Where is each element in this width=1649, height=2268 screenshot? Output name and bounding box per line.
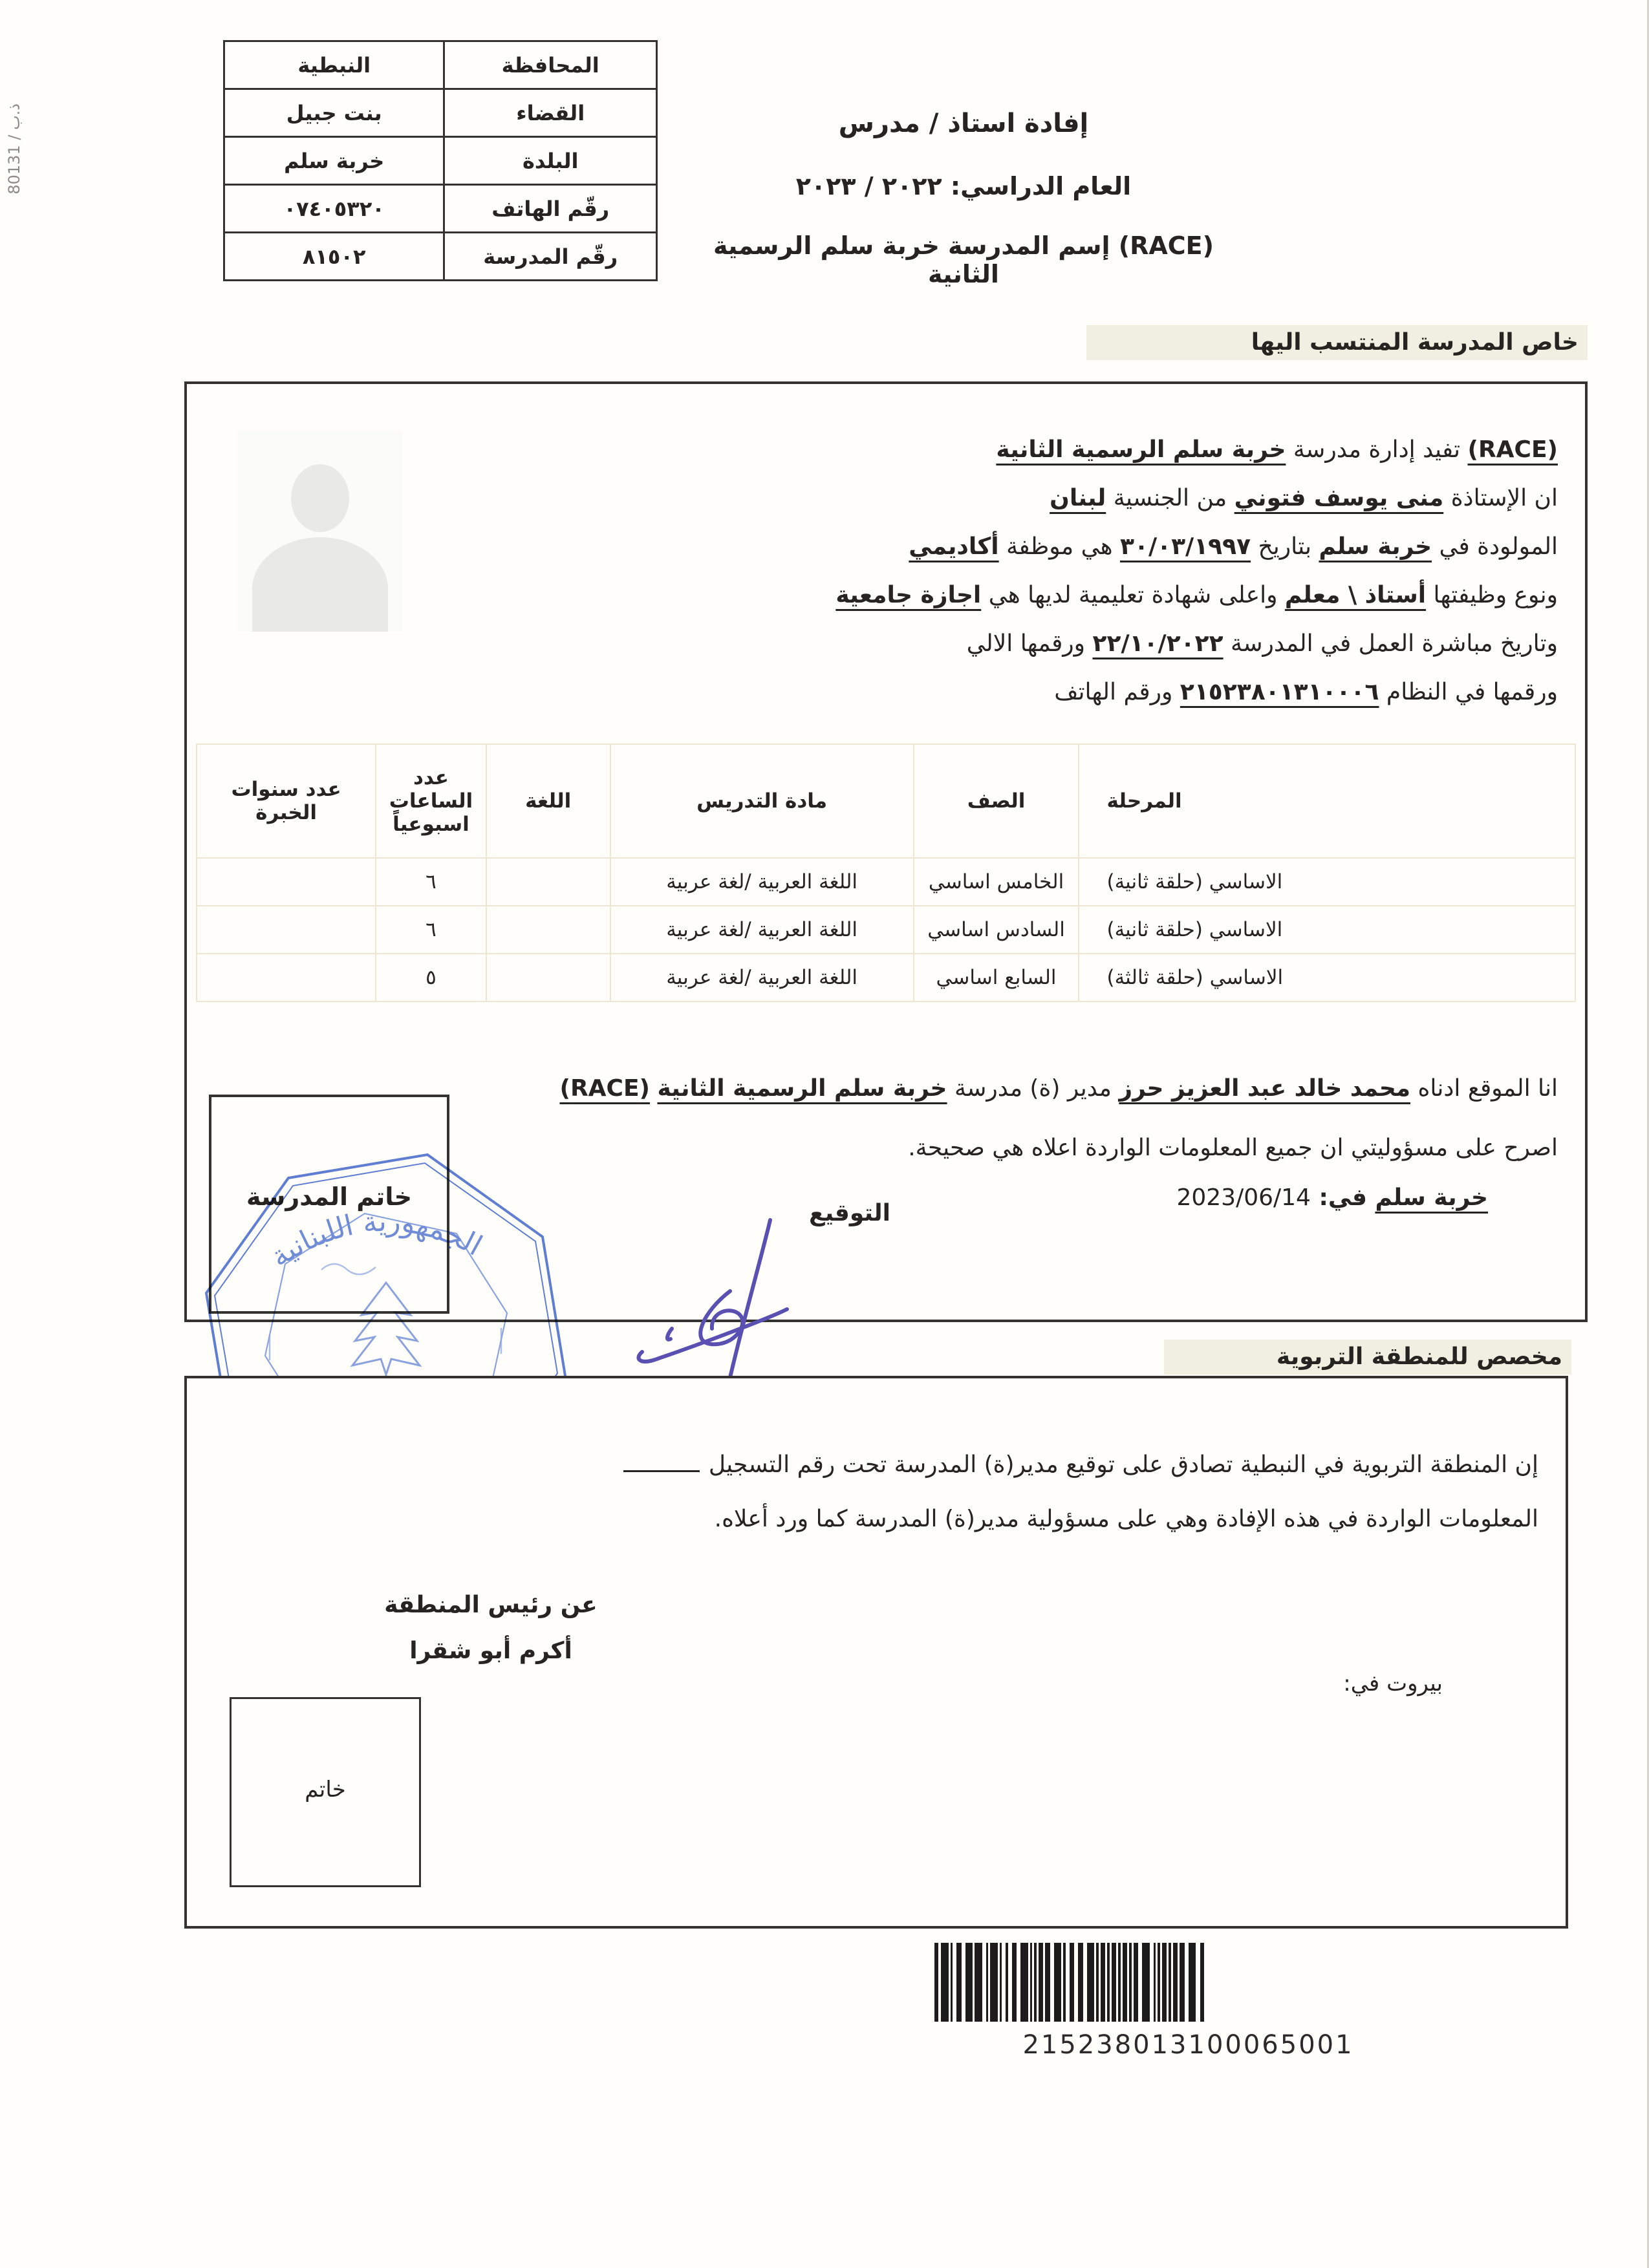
school-name-line: (RACE) إسم المدرسة خربة سلم الرسمية الثانية — [713, 231, 1214, 288]
barcode-bar — [1142, 1943, 1150, 2022]
barcode-bar — [1039, 1943, 1043, 2022]
district-seal-label: خاتم — [305, 1777, 346, 1803]
field-label: المحافظة — [444, 41, 657, 89]
table-cell: ٥ — [376, 954, 486, 1001]
section2-title-bar: مخصص للمنطقة التربوية — [1164, 1340, 1571, 1375]
text-segment: اجازة جامعية — [835, 582, 982, 608]
barcode-bar — [975, 1943, 982, 2022]
table-cell — [486, 906, 610, 954]
table-cell: الاساسي (حلقة ثانية) — [1079, 858, 1575, 906]
svg-text:الجمهورية اللبنانية — [265, 1205, 488, 1274]
field-label: رقّم المدرسة — [444, 233, 657, 281]
text-segment: مدير (ة) مدرسة — [947, 1075, 1119, 1102]
text-segment: ورقم الهاتف — [1054, 679, 1180, 705]
margin-reference-code: 80131 / ذ.ب — [5, 103, 23, 195]
date-value: 2023/06/14 — [1176, 1184, 1311, 1211]
table-cell: ٦ — [376, 906, 486, 954]
column-header: المرحلة — [1079, 744, 1575, 858]
column-header: مادة التدريس — [610, 744, 914, 858]
registration-number-blank — [623, 1451, 700, 1472]
barcode-bar — [1189, 1943, 1196, 2022]
admin-info-row — [224, 185, 657, 233]
document-header — [679, 109, 1248, 288]
barcode-bar — [1173, 1943, 1178, 2022]
barcode-bar — [941, 1943, 949, 2022]
column-header: عدد الساعات اسبوعياً — [376, 744, 486, 858]
barcode-bar — [1134, 1943, 1138, 2022]
subjects-header-row — [197, 744, 1575, 858]
text-segment: (RACE) — [1467, 436, 1558, 463]
district-line1 — [252, 1438, 1538, 1492]
section1-box — [184, 381, 1588, 1322]
field-value: النبطية — [224, 41, 444, 89]
photo-silhouette-shoulders — [252, 537, 388, 632]
date-place: خربة سلم — [1375, 1184, 1488, 1211]
table-cell: الخامس اساسي — [914, 858, 1079, 906]
text-segment: لبنان — [1050, 485, 1106, 511]
chief-name: أكرم أبو شقرا — [409, 1638, 572, 1664]
text-segment: هي موظفة — [998, 533, 1121, 560]
barcode-bar — [1180, 1943, 1185, 2022]
subjects-table-body — [197, 858, 1575, 1001]
paragraph-line — [420, 668, 1558, 716]
field-value: بنت جبيل — [224, 89, 444, 137]
text-segment: خربة سلم — [1319, 533, 1432, 560]
table-row — [197, 858, 1575, 906]
text-segment: ونوع وظيفتها — [1426, 582, 1558, 608]
table-cell — [197, 858, 376, 906]
text-segment: تفيد إدارة مدرسة — [1286, 436, 1468, 463]
barcode-bar — [1020, 1943, 1028, 2022]
text-segment: واعلى شهادة تعليمية لديها هي — [981, 582, 1285, 608]
teaching-subjects-table — [196, 744, 1576, 1002]
table-cell: اللغة العربية /لغة عربية — [610, 954, 914, 1001]
district-line2: المعلومات الواردة في هذه الإفادة وهي على مسؤولية مدير(ة) المدرسة كما ورد أعلاه. — [714, 1506, 1538, 1532]
column-header: عدد سنوات الخبرة — [197, 744, 376, 858]
barcode-bar — [965, 1943, 973, 2022]
barcode-bar — [956, 1943, 962, 2022]
text-segment: بتاريخ — [1251, 533, 1319, 560]
document-title: إفادة استاذ / مدرس — [838, 109, 1089, 138]
text-segment: محمد خالد عبد العزيز حرز — [1119, 1075, 1411, 1102]
barcode-bar — [1012, 1943, 1017, 2022]
barcode-bar — [1123, 1943, 1127, 2022]
text-segment: وتاريخ مباشرة العمل في المدرسة — [1223, 630, 1558, 657]
table-cell: الاساسي (حلقة ثانية) — [1079, 906, 1575, 954]
barcode — [934, 1943, 1442, 2022]
text-segment: ان الإستاذة — [1443, 485, 1558, 511]
beirut-date-label: بيروت في: — [1343, 1671, 1443, 1696]
field-value: خربة سلم — [224, 137, 444, 185]
table-cell: ٦ — [376, 858, 486, 906]
text-segment: ٢٢/١٠/٢٠٢٢ — [1092, 630, 1223, 657]
section1-title-bar: خاص المدرسة المنتسب اليها — [1086, 325, 1588, 360]
text-segment: ورقمها الالي — [966, 630, 1093, 657]
declaration-line — [329, 1059, 1558, 1118]
table-row — [197, 954, 1575, 1001]
district-line1-text: إن المنطقة التربوية في النبطية تصادق على توقيع مدير(ة) المدرسة تحت رقم التسجيل — [708, 1451, 1538, 1478]
section2-box — [184, 1376, 1568, 1929]
table-cell: اللغة العربية /لغة عربية — [610, 906, 914, 954]
district-seal-box — [230, 1697, 421, 1887]
text-segment: ٣٠/٠٣/١٩٩٧ — [1120, 533, 1251, 560]
barcode-number: 215238013100065001 — [1022, 2030, 1354, 2060]
table-cell — [197, 906, 376, 954]
photo-placeholder — [237, 431, 403, 632]
stamp-cedar-icon — [352, 1283, 420, 1387]
column-header: اللغة — [486, 744, 610, 858]
field-label: رقّم الهاتف — [444, 185, 657, 233]
table-cell: اللغة العربية /لغة عربية — [610, 858, 914, 906]
text-segment: اصرح على مسؤوليتي ان جميع المعلومات الواردة اعلاه هي صحيحة. — [908, 1135, 1558, 1161]
text-segment: أستاذ \ معلم — [1284, 582, 1427, 608]
field-value: ٨١٥٠٢ — [224, 233, 444, 281]
school-year-line: العام الدراسي: ٢٠٢٢ / ٢٠٢٣ — [795, 172, 1132, 200]
text-segment: منى يوسف فتوني — [1234, 485, 1444, 511]
date-word: في: — [1310, 1184, 1375, 1211]
school-stamp-label: خاتم المدرسة — [246, 1182, 412, 1211]
table-cell: السابع اساسي — [914, 954, 1079, 1001]
table-cell: السادس اساسي — [914, 906, 1079, 954]
barcode-bar — [1054, 1943, 1061, 2022]
barcode-bar — [1112, 1943, 1116, 2022]
barcode-bar — [1078, 1943, 1083, 2022]
text-segment — [650, 1075, 657, 1102]
district-paragraph — [252, 1438, 1538, 1546]
admin-info-table — [223, 40, 658, 281]
paragraph-line — [420, 619, 1558, 668]
text-segment: المولودة في — [1432, 533, 1558, 560]
barcode-bar — [1070, 1943, 1074, 2022]
table-row — [197, 906, 1575, 954]
column-header: الصف — [914, 744, 1079, 858]
district-chief-block — [323, 1592, 659, 1664]
admin-info-row — [224, 89, 657, 137]
text-segment: خربة سلم الرسمية الثانية — [996, 436, 1286, 463]
admin-info-row — [224, 233, 657, 281]
photo-silhouette-head — [291, 464, 349, 532]
paragraph-line — [420, 571, 1558, 619]
text-segment: (RACE) — [559, 1075, 650, 1102]
certification-paragraph — [420, 425, 1558, 716]
field-label: البلدة — [444, 137, 657, 185]
stamp-top-text: الجمهورية اللبنانية — [264, 1204, 488, 1274]
text-segment: خربة سلم الرسمية الثانية — [657, 1075, 947, 1102]
table-cell — [197, 954, 376, 1001]
date-line — [1176, 1184, 1488, 1211]
barcode-bar — [990, 1943, 998, 2022]
paragraph-line — [420, 522, 1558, 571]
table-cell — [486, 954, 610, 1001]
barcode-bar — [1101, 1943, 1105, 2022]
table-cell — [486, 858, 610, 906]
field-value: ٠٧٤٠٥٣٢٠ — [224, 185, 444, 233]
barcode-bar — [1200, 1943, 1204, 2022]
chief-title: عن رئيس المنطقة — [384, 1592, 598, 1618]
text-segment: من الجنسية — [1106, 485, 1234, 511]
table-cell: الاساسي (حلقة ثالثة) — [1079, 954, 1575, 1001]
barcode-bar — [1162, 1943, 1167, 2022]
barcode-bar — [1087, 1943, 1094, 2022]
signature-label: التوقيع — [809, 1200, 890, 1226]
field-label: القضاء — [444, 89, 657, 137]
text-segment: انا الموقع ادناه — [1410, 1075, 1558, 1102]
barcode-bar — [1045, 1943, 1050, 2022]
admin-info-row — [224, 137, 657, 185]
text-segment: أكاديمي — [909, 533, 999, 560]
paragraph-line — [420, 425, 1558, 474]
text-segment: ورقمها في النظام — [1379, 679, 1558, 705]
admin-info-body — [224, 41, 657, 281]
paragraph-line — [420, 474, 1558, 522]
text-segment: ٢١٥٢٣٨٠١٣١٠٠٠٦ — [1180, 679, 1379, 705]
admin-info-row — [224, 41, 657, 89]
